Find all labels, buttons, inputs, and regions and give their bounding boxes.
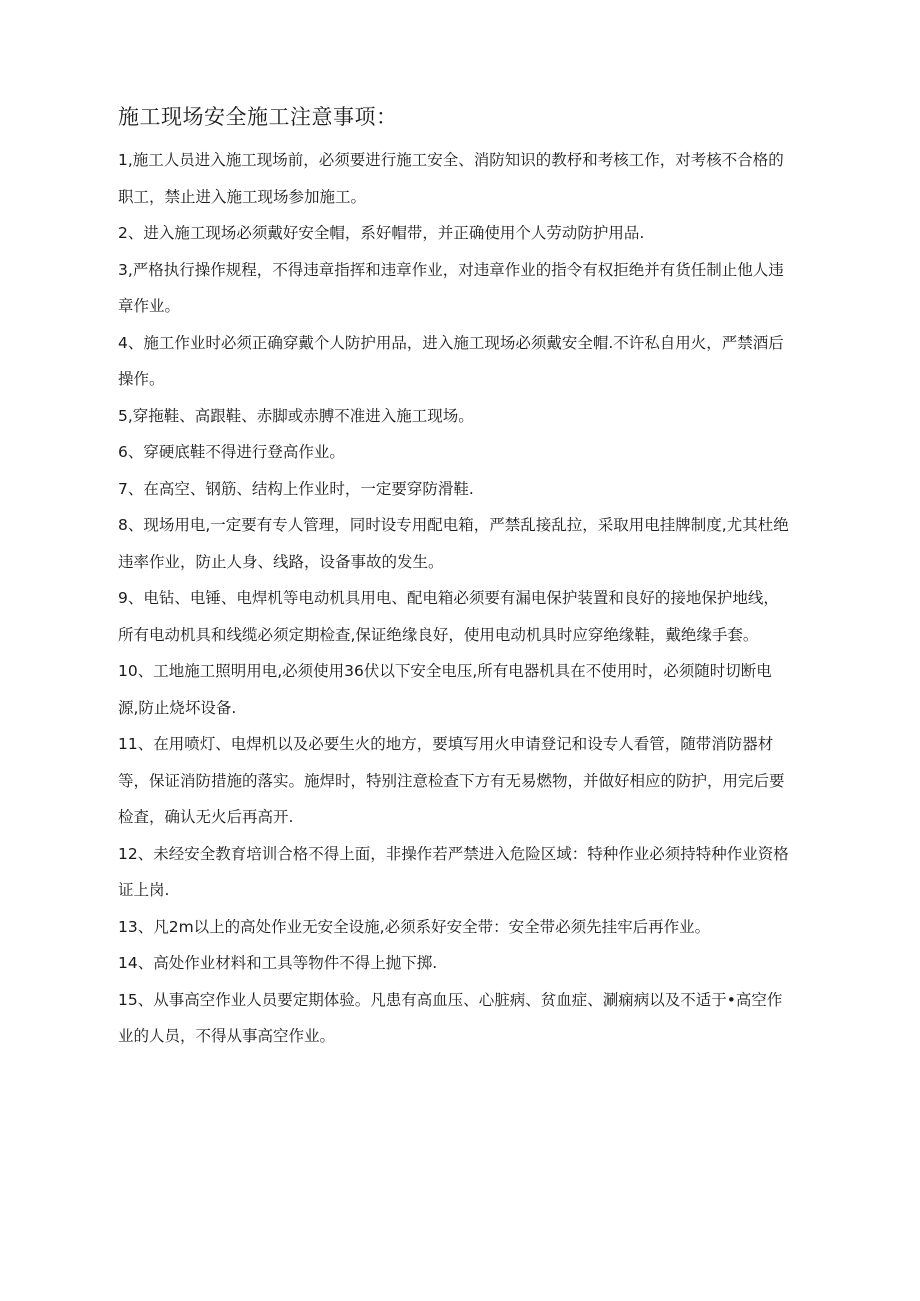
precaution-item-10: 10、工地施工照明用电,必须使用36伏以下安全电压,所有电器机具在不使用时，必须随时切断电源,防止烧坏设备. (118, 662, 772, 717)
precaution-item-3: 3,严格执行操作规程，不得违章指挥和违章作业，对违章作业的指令有权拒绝并有货任制止他人违章作业。 (118, 260, 784, 315)
precaution-item-12: 12、未经安全教育培训合格不得上面，非操作若严禁进入危险区域：特种作业必须持特种作业资格证上岗. (118, 844, 789, 899)
precaution-item-15: 15、从事高空作业人员要定期体验。凡患有高血压、心脏病、贫血症、涮痫病以及不适于•高空作业的人员，不得从事高空作业。 (118, 990, 783, 1045)
precautions-list (118, 142, 790, 1055)
precaution-item-8: 8、现场用电,一定要有专人管理，同时设专用配电箱，严禁乱接乱拉，采取用电挂牌制度,尤其杜绝违率作业，防止人身、线路，设备事故的发生。 (118, 516, 789, 571)
precaution-item-6: 6、穿硬底鞋不得进行登高作业。 (118, 443, 345, 461)
precaution-item-1: 1,施工人员进入施工现场前，必须要进行施工安全、消防知识的教杼和考核工作，对考核不合格的职工，禁止进入施工现场参加施工。 (118, 151, 784, 206)
precaution-item-7: 7、在高空、钢筋、结构上作业时，一定要穿防滑鞋. (118, 479, 474, 498)
precaution-item-14: 14、高处作业材料和工具等物件不得上抛下掷. (118, 954, 438, 972)
precaution-item-13: 13、凡2m以上的高处作业无安全设施,必须系好安全带：安全带必须先挂牢后再作业。 (118, 917, 711, 936)
precaution-item-4: 4、施工作业时必须正确穿戴个人防护用品，进入施工现场必须戴安全帽.不许私自用火，严禁酒后操作。 (118, 333, 784, 388)
precaution-item-2: 2、进入施工现场必须戴好安全帽，系好帽带，并正确使用个人劳动防护用品. (118, 224, 645, 242)
precaution-item-9: 9、电钻、电锤、电焊机等电动机具用电、配电箱必须要有漏电保护装置和良好的接地保护地线，所有电动机具和线缆必须定期检查,保证绝缘良好，使用电动机具时应穿绝缘鞋，戴绝缘手套。 (118, 589, 779, 644)
precaution-item-5: 5,穿拖鞋、高跟鞋、赤脚或赤膊不准进入施工现场。 (118, 406, 474, 425)
precaution-item-11: 11、在用喷灯、电焊机以及必要生火的地方，要填写用火申请登记和设专人看管，随带消防器材等，保证消防措施的落实。施焊时，特别注意检查下方有无易燃物，并做好相应的防护，用完后要检査，确认无火后再高开. (118, 735, 785, 826)
document-title: 施工现场安全施工注意事项： (118, 105, 398, 129)
